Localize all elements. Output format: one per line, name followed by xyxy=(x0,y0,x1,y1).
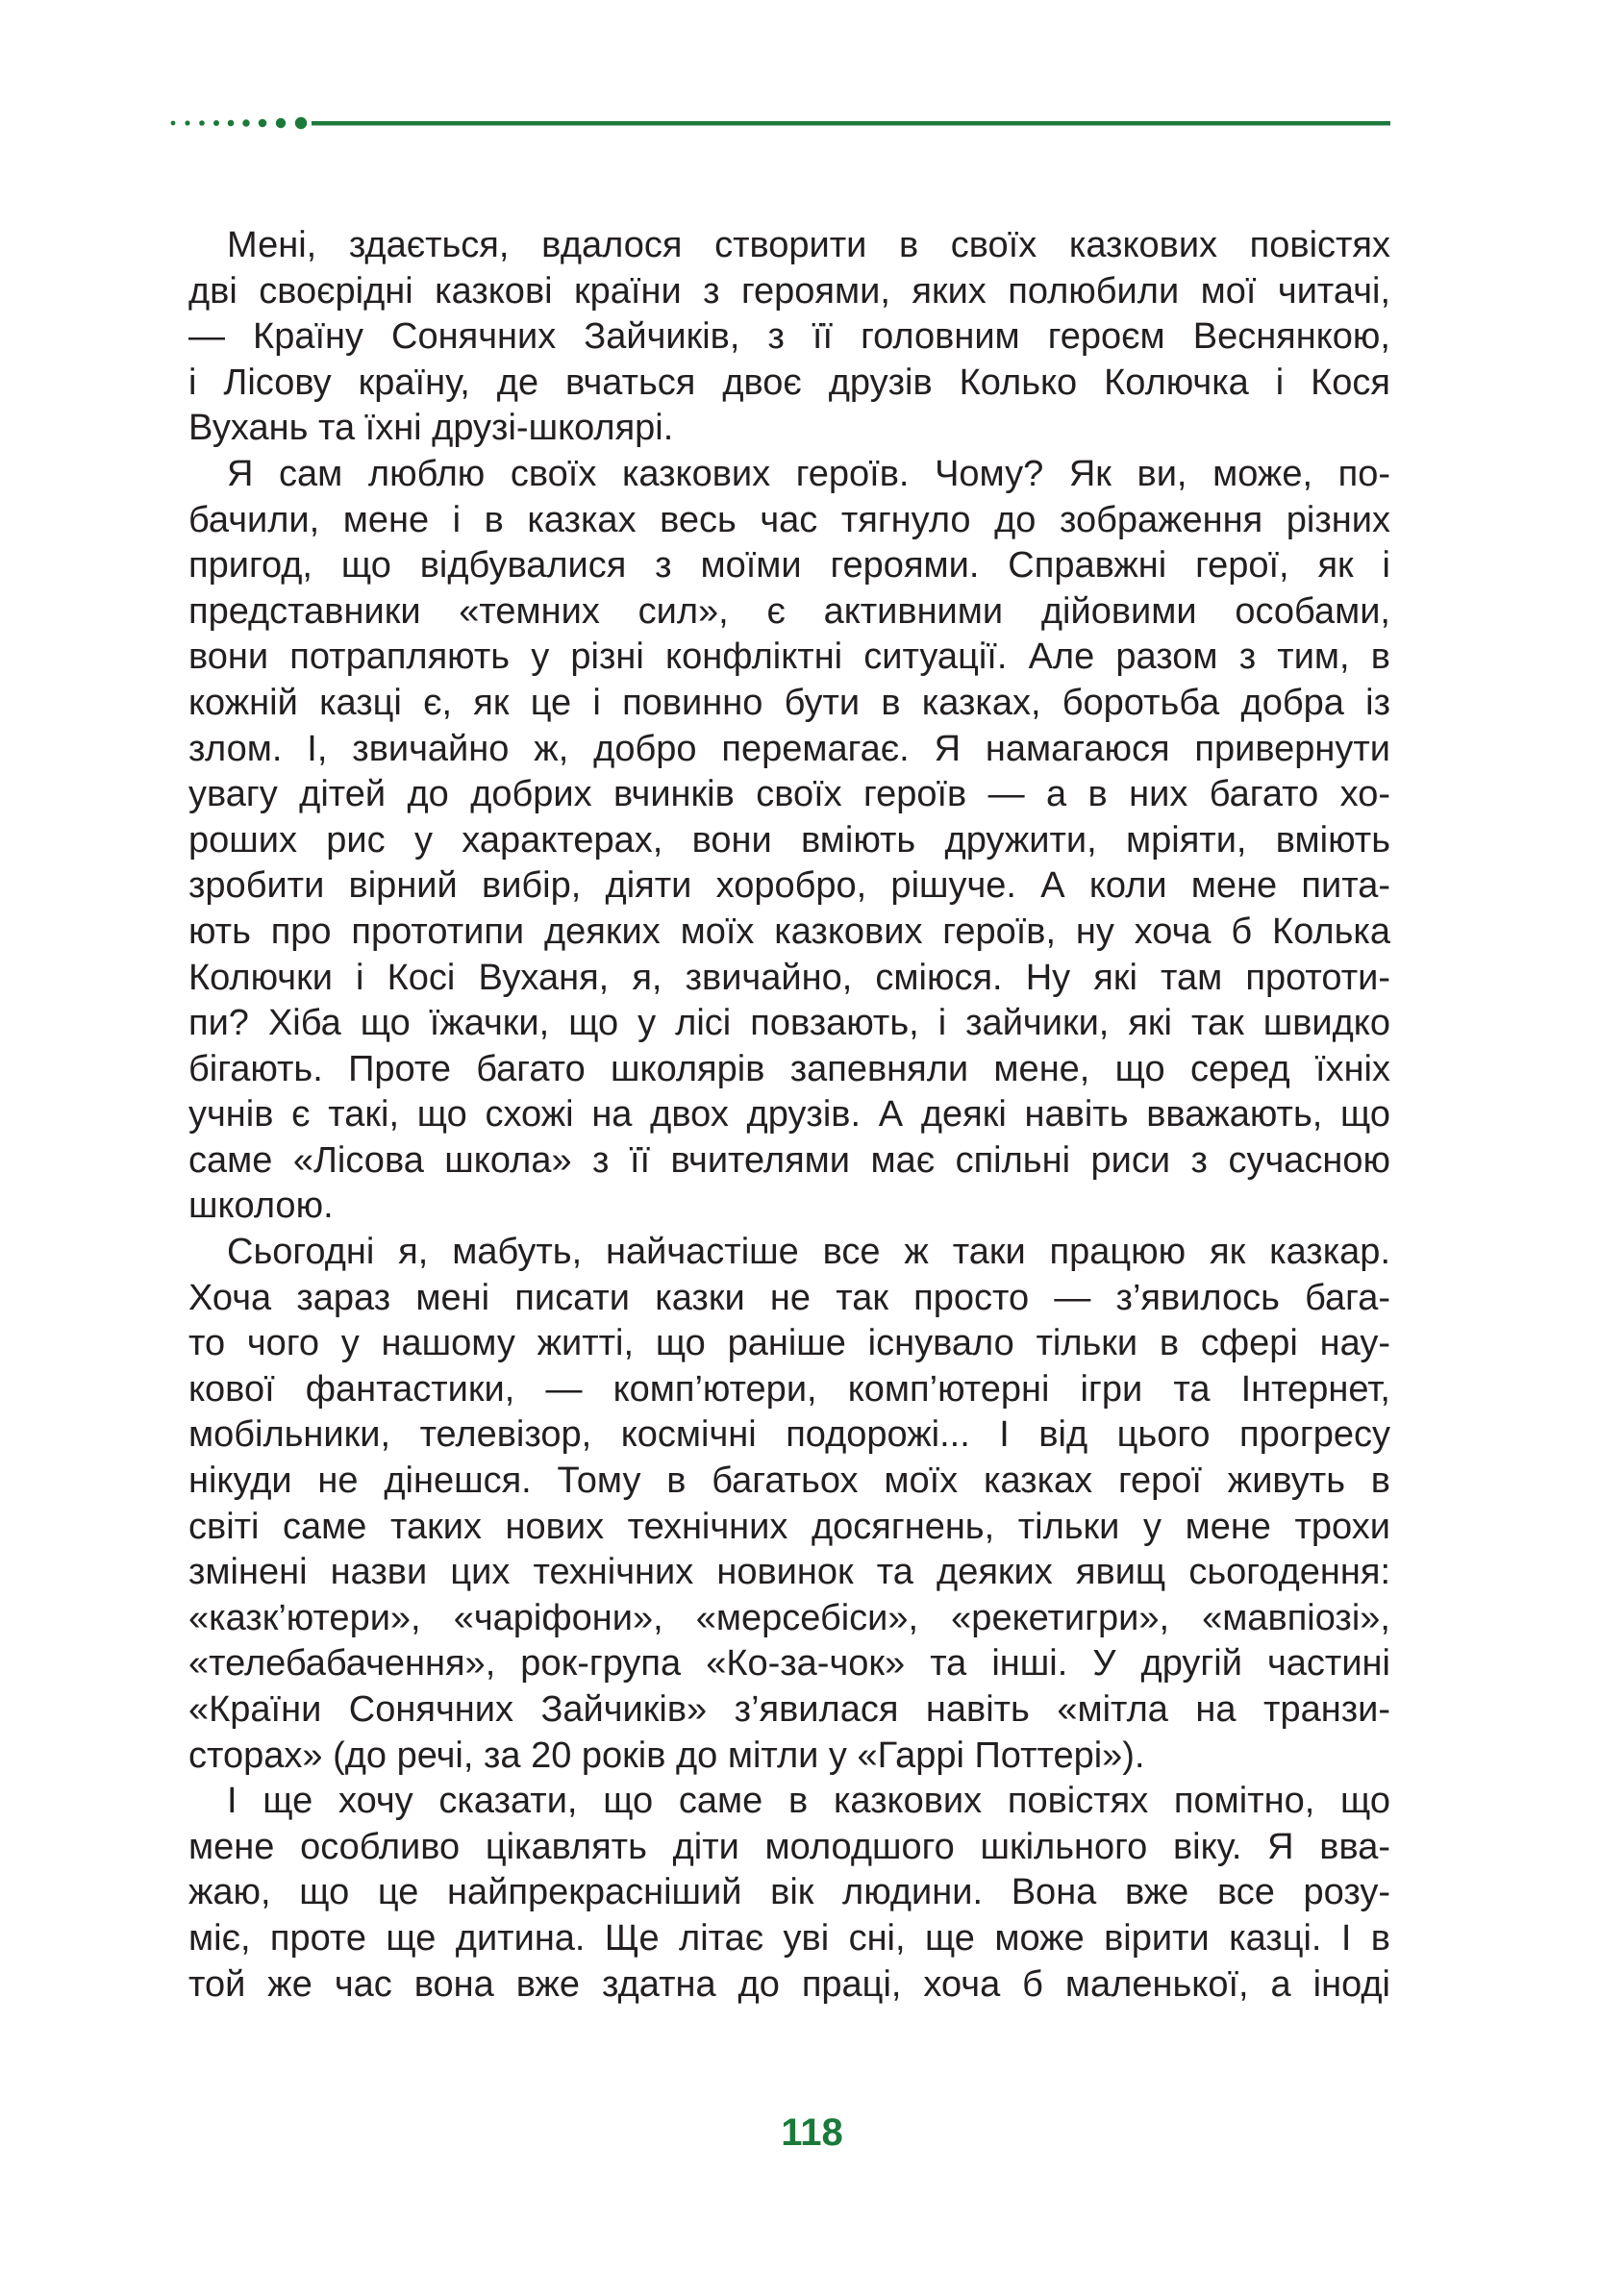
paragraph xyxy=(188,1779,1390,2008)
text-line: сторах» (до речі, за 20 років до мітли у «Гаррі Поттері»). xyxy=(188,1735,1145,1776)
text-line: «телебабачення», рок-група «Ко-за-чок» та інші. У другій частині xyxy=(188,1643,1390,1685)
page-number: 118 xyxy=(781,2111,843,2154)
text-line: мене особливо цікавлять діти молодшого шкільного віку. Я вва- xyxy=(188,1826,1390,1867)
text-line: пи? Хіба що їжачки, що у лісі повзають, і зайчики, які так швидко xyxy=(188,1003,1390,1044)
article-body xyxy=(188,223,1390,2008)
text-line: — Країну Сонячних Зайчиків, з її головним героєм Веснянкою, xyxy=(188,316,1390,358)
text-line: Колючки і Косі Вуханя, я, звичайно, сміюся. Ну які там прототи- xyxy=(188,957,1390,998)
text-line: нікуди не дінешся. Тому в багатьох моїх казках герої живуть в xyxy=(188,1461,1390,1502)
paragraph xyxy=(188,223,1390,452)
text-line: І ще хочу сказати, що саме в казкових повістях помітно, що xyxy=(227,1781,1390,1822)
text-line: змінені назви цих технічних новинок та деяких явищ сьогодення: xyxy=(188,1552,1390,1593)
text-line: злом. І, звичайно ж, добро перемагає. Я намагаюся привернути xyxy=(188,728,1390,769)
text-line: жаю, що це найпрекрасніший вік людини. Вона вже все розу- xyxy=(188,1872,1390,1913)
text-line: вони потрапляють у різні конфліктні ситуації. Але разом з тим, в xyxy=(188,637,1390,678)
text-line: мобільники, телевізор, космічні подорожі... І від цього прогресу xyxy=(188,1414,1390,1456)
text-line: і Лісову країну, де вчаться двоє друзів Колько Колючка і Кося xyxy=(188,362,1390,403)
text-line: роших рис у характерах, вони вміють дружити, мріяти, вміють xyxy=(188,819,1390,861)
text-line: ють про прототипи деяких моїх казкових героїв, ну хоча б Колька xyxy=(188,911,1390,952)
header-rule xyxy=(169,113,1390,133)
text-line: кової фантастики, — комп’ютери, комп’ютерні ігри та Інтернет, xyxy=(188,1368,1390,1410)
text-line: увагу дітей до добрих вчинків своїх героїв — а в них багато хо- xyxy=(188,774,1390,815)
text-line: дві своєрідні казкові країни з героями, яких полюбили мої читачі, xyxy=(188,270,1390,312)
text-line: кожній казці є, як це і повинно бути в казках, боротьба добра із xyxy=(188,682,1390,723)
dotted-line-decoration-icon xyxy=(169,113,1390,133)
text-line: бігають. Проте багато школярів запевняли мене, що серед їхніх xyxy=(188,1048,1390,1089)
text-line: то чого у нашому житті, що раніше існувало тільки в сфері нау- xyxy=(188,1323,1390,1364)
text-line: пригод, що відбувалися з моїми героями. Справжні герої, як і xyxy=(188,545,1390,587)
text-line: світі саме таких нових технічних досягнень, тільки у мене трохи xyxy=(188,1506,1390,1547)
text-line: саме «Лісова школа» з її вчителями має спільні риси з сучасною xyxy=(188,1139,1390,1181)
text-line: «Країни Сонячних Зайчиків» з’явилася навіть «мітла на транзи- xyxy=(188,1689,1390,1730)
text-line: «казк’ютери», «чаріфони», «мерсебіси», «рекетигри», «мавпіозі», xyxy=(188,1597,1390,1638)
text-line: Мені, здається, вдалося створити в своїх казкових повістях xyxy=(227,225,1390,265)
text-line: учнів є такі, що схожі на двох друзів. А деякі навіть вважають, що xyxy=(188,1094,1390,1136)
text-line: бачили, мене і в казках весь час тягнуло до зображення різних xyxy=(188,499,1390,540)
text-line: Вухань та їхні друзі-школярі. xyxy=(188,408,674,449)
text-line: той же час вона вже здатна до праці, хоча б маленької, а іноді xyxy=(188,1963,1390,2005)
text-line: школою. xyxy=(188,1186,334,1227)
text-line: Хоча зараз мені писати казки не так просто — з’явилось бага- xyxy=(188,1277,1390,1318)
text-line: зробити вірний вибір, діяти хоробро, рішуче. А коли мене пита- xyxy=(188,865,1390,907)
paragraph xyxy=(188,1230,1390,1779)
text-line: представники «темних сил», є активними дійовими особами, xyxy=(188,590,1390,632)
text-line: міє, проте ще дитина. Ще літає уві сні, ще може вірити казці. І в xyxy=(188,1917,1390,1959)
text-line: Сьогодні я, мабуть, найчастіше все ж таки працюю як казкар. xyxy=(227,1232,1390,1273)
text-line: Я сам люблю своїх казкових героїв. Чому? Як ви, може, по- xyxy=(227,453,1390,494)
paragraph xyxy=(188,452,1390,1230)
